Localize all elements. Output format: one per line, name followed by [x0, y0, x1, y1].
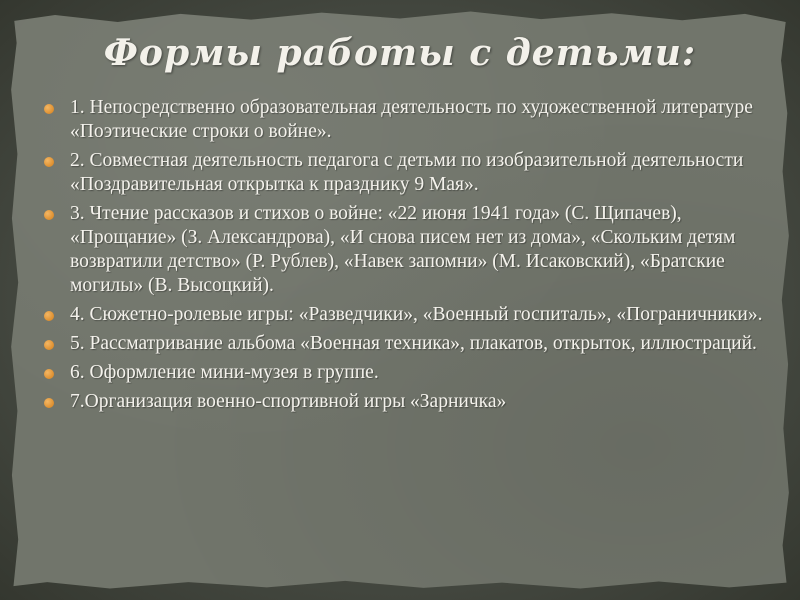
list-item-text: 5. Рассматривание альбома «Военная техника», плакатов, открыток, иллюстраций. [70, 333, 757, 354]
list-item [44, 361, 764, 385]
bullet-icon [44, 398, 54, 408]
bullet-icon [44, 210, 54, 220]
bullet-icon [44, 104, 54, 114]
bullet-icon [44, 369, 54, 379]
list-item [44, 303, 764, 327]
bullet-list [44, 96, 764, 419]
bullet-icon [44, 311, 54, 321]
list-item-text: 4. Сюжетно-ролевые игры: «Разведчики», «Военный госпиталь», «Пограничники». [70, 304, 763, 325]
list-item-text: 6. Оформление мини-музея в группе. [70, 362, 379, 383]
bullet-icon [44, 340, 54, 350]
bullet-icon [44, 157, 54, 167]
list-item [44, 96, 764, 144]
slide-title: Формы работы с детьми: [103, 32, 697, 74]
list-item-text: 3. Чтение рассказов и стихов о войне: «22 июня 1941 года» (С. Щипачев), «Прощание» (З. Александрова), «И снова писем нет из дома», «Скольким детям возвратили детство» (Р. Рублев), «Навек запомни» (М. Исаковский), «Братские могилы» (В. Высоцкий). [70, 203, 736, 296]
list-item [44, 149, 764, 197]
list-item-text: 1. Непосредственно образовательная деятельность по художественной литературе «Поэтические строки о войне». [70, 97, 753, 142]
list-item-text: 2. Совместная деятельность педагога с детьми по изобразительной деятельности «Поздравительная открытка к празднику 9 Мая». [70, 150, 744, 195]
list-item [44, 390, 764, 414]
list-item [44, 332, 764, 356]
list-item-text: 7.Организация военно-спортивной игры «Зарничка» [70, 391, 507, 412]
list-item [44, 202, 764, 298]
